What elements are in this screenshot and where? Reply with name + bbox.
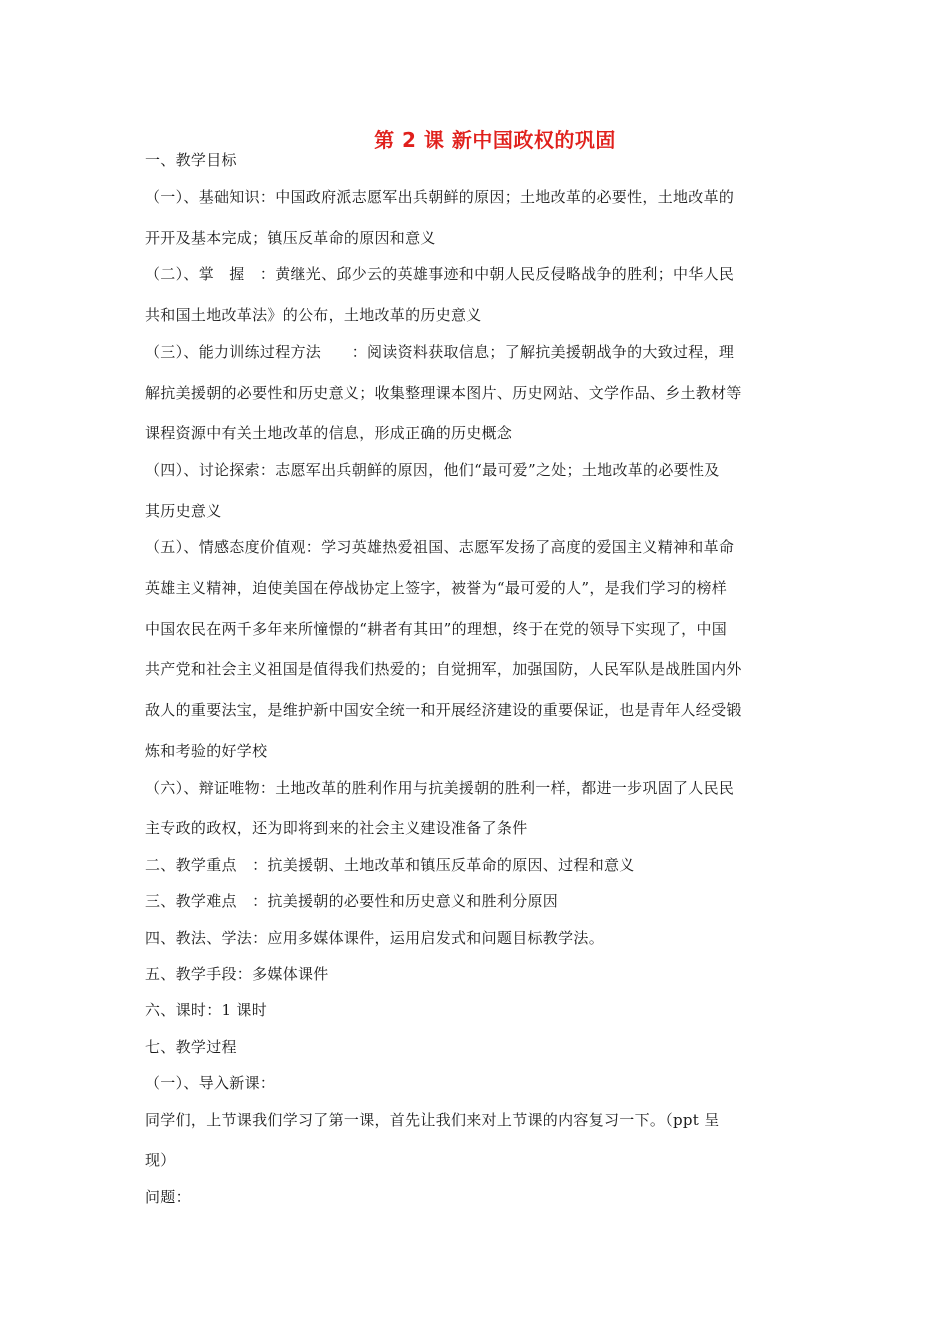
text-line: 七、教学过程 <box>145 1038 237 1056</box>
text-line: 课程资源中有关土地改革的信息，形成正确的历史概念 <box>145 424 513 442</box>
text-line: 同学们，上节课我们学习了第一课，首先让我们来对上节课的内容复习一下。（ppt 呈 <box>145 1111 720 1129</box>
text-line: （二）、掌 握 ：黄继光、邱少云的英雄事迹和中朝人民反侵略战争的胜利；中华人民 <box>145 265 735 283</box>
text-line: 开开及基本完成；镇压反革命的原因和意义 <box>145 229 436 247</box>
text-line: 二、教学重点 ：抗美援朝、土地改革和镇压反革命的原因、过程和意义 <box>145 856 635 874</box>
text-line: 一、教学目标 <box>145 151 237 169</box>
text-line: （三）、能力训练过程方法 ：阅读资料获取信息；了解抗美援朝战争的大致过程，理 <box>145 343 735 361</box>
text-line: 中国农民在两千多年来所憧憬的“耕者有其田”的理想，终于在党的领导下实现了，中国 <box>145 620 728 638</box>
text-line: 六、课时：1 课时 <box>145 1001 268 1019</box>
text-line: 其历史意义 <box>145 502 222 520</box>
text-line: 问题： <box>145 1188 191 1206</box>
text-line: 敌人的重要法宝，是维护新中国安全统一和开展经济建设的重要保证，也是青年人经受锻 <box>145 701 742 719</box>
text-line: 共产党和社会主义祖国是值得我们热爱的；自觉拥军，加强国防，人民军队是战胜国内外 <box>145 660 742 678</box>
text-line: （六）、辩证唯物：土地改革的胜利作用与抗美援朝的胜利一样，都进一步巩固了人民民 <box>145 779 735 797</box>
text-line: 三、教学难点 ：抗美援朝的必要性和历史意义和胜利分原因 <box>145 892 559 910</box>
text-line: （一）、导入新课： <box>145 1074 276 1092</box>
text-line: 现） <box>145 1151 176 1169</box>
text-line: 共和国土地改革法》的公布，土地改革的历史意义 <box>145 306 482 324</box>
text-line: （一）、基础知识：中国政府派志愿军出兵朝鲜的原因；土地改革的必要性，土地改革的 <box>145 188 735 206</box>
text-line: 解抗美援朝的必要性和历史意义；收集整理课本图片、历史网站、文学作品、乡土教材等 <box>145 384 742 402</box>
text-line: 英雄主义精神，迫使美国在停战协定上签字，被誉为“最可爱的人”，是我们学习的榜样 <box>145 579 728 597</box>
text-line: 炼和考验的好学校 <box>145 742 268 760</box>
text-line: 五、教学手段：多媒体课件 <box>145 965 329 983</box>
text-line: 四、教法、学法：应用多媒体课件，运用启发式和问题目标教学法。 <box>145 929 605 947</box>
page-title: 第 2 课 新中国政权的巩固 <box>374 128 616 152</box>
text-line: （五）、情感态度价值观：学习英雄热爱祖国、志愿军发扬了高度的爱国主义精神和革命 <box>145 538 735 556</box>
text-line: 主专政的政权，还为即将到来的社会主义建设准备了条件 <box>145 819 528 837</box>
text-line: （四）、讨论探索：志愿军出兵朝鲜的原因，他们“最可爱”之处；土地改革的必要性及 <box>145 461 720 479</box>
